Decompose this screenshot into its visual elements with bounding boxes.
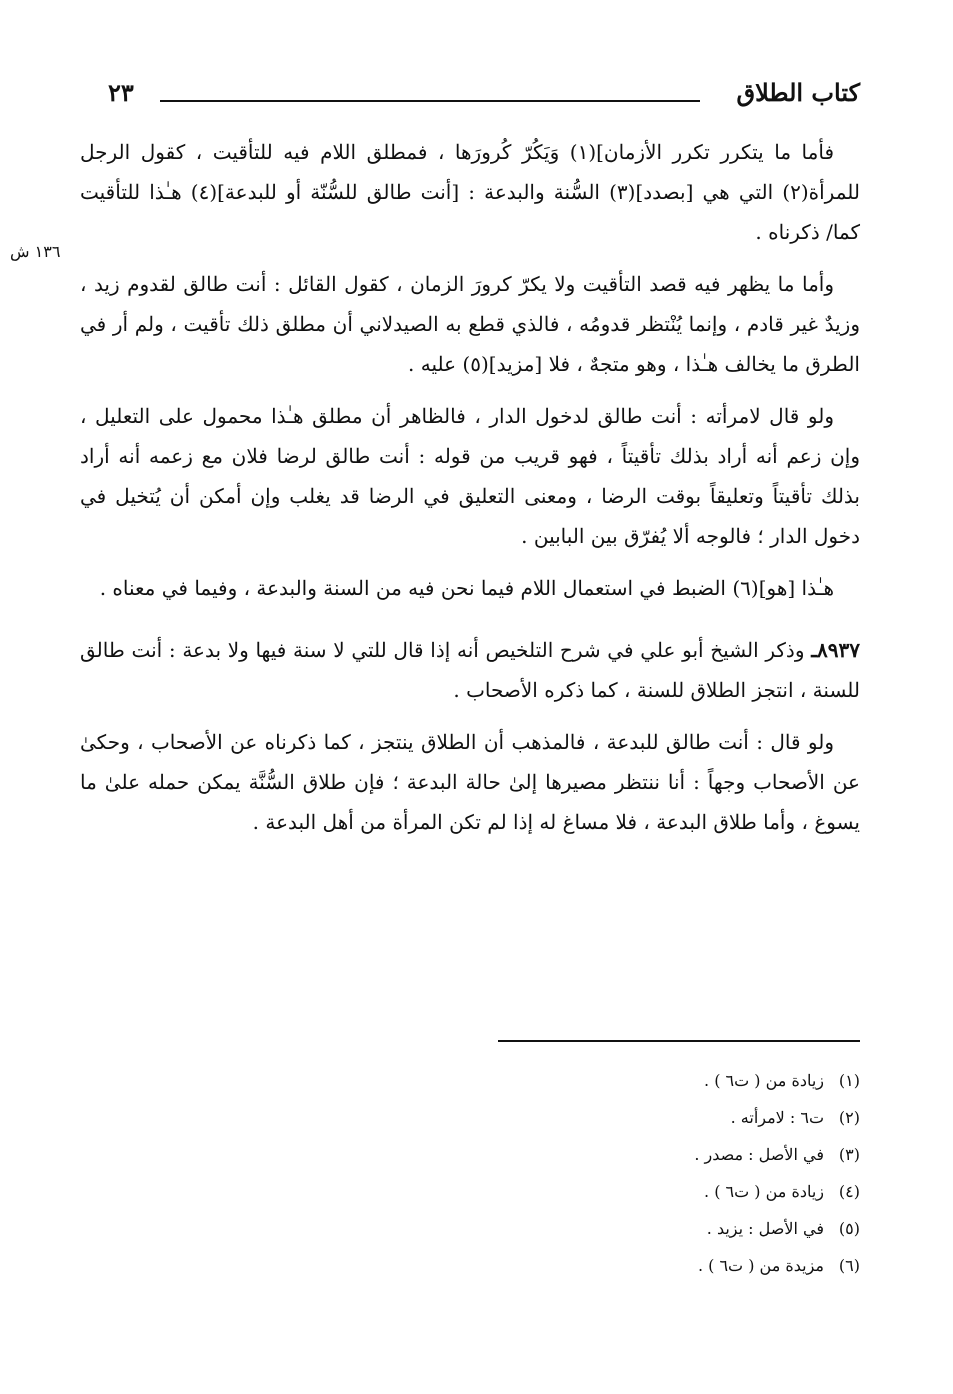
footnote-text: ت٦ : لامرأته . — [730, 1108, 824, 1127]
header-rule — [160, 100, 700, 102]
paragraph-5: ولو قال : أنت طالق للبدعة ، فالمذهب أن الطلاق ينتجز ، كما ذكرناه عن الأصحاب ، وحكىٰ عن الأصحاب وجهاً : أنا ننتظر مصيرها إلىٰ حالة البدعة ؛ فإن طلاق السُّنَّة يمكن حمله علىٰ ما يسوغ ، وأما طلاق البدعة ، فلا مساغ له إذا لم تكن المرأة من أهل البدعة . — [80, 730, 860, 834]
footnote-number: (٤) — [838, 1182, 860, 1201]
footnote-text: في الأصل : يزيد . — [706, 1219, 824, 1238]
footnote-text: زيادة من ( ت٦ ) . — [704, 1071, 824, 1090]
footnote-text: مزيدة من ( ت٦ ) . — [697, 1256, 824, 1275]
numbered-item — [80, 630, 860, 710]
footnote-item — [460, 1099, 860, 1136]
footnote-number: (٦) — [838, 1256, 860, 1275]
footnotes-list — [460, 1062, 860, 1284]
footnote-number: (٢) — [838, 1108, 860, 1127]
page-number: ٢٣ — [108, 78, 134, 107]
footnote-item — [460, 1173, 860, 1210]
margin-folio-note: ١٣٦ ش — [10, 242, 61, 261]
paragraph-4: هـٰذا [هو](٦) الضبط في استعمال اللام فيما نحن فيه من السنة والبدعة ، وفيما في معناه . — [99, 576, 834, 600]
paragraph-3: ولو قال لامرأته : أنت طالق لدخول الدار ، فالظاهر أن مطلق هـٰذا محمول على التعليل ، وإن زعم أنه أراد بذلك تأقيتاً ، فهو قريب من قوله : أنت طالق لرضا فلان مع زعمه أنه أراد بذلك تأقيتاً وتعليقاً بوقت الرضا ، ومعنى التعليق في الرضا قد يغلب وإن أمكن أن يُتخيل في دخول الدار ؛ فالوجه ألا يُفرّق بين البابين . — [80, 404, 860, 548]
footnote-item — [460, 1247, 860, 1284]
footnote-text: في الأصل : مصدر . — [694, 1145, 824, 1164]
footnote-text: زيادة من ( ت٦ ) . — [704, 1182, 824, 1201]
paragraph-2: وأما ما يظهر فيه قصد التأقيت ولا يكرّ كرورَ الزمان ، كقول القائل : أنت طالق لقدوم زيد ، وزيدٌ غير قادم ، وإنما يُنْتظر قدومُه ، فالذي قطع به الصيدلاني أن مطلق ذلك تأقيت ، ولم أر في الطرق ما يخالف هـٰذا ، وهو متجهٌ ، فلا [مزيد](٥) عليه . — [80, 272, 860, 376]
running-header — [108, 78, 860, 118]
footnote-item — [460, 1062, 860, 1099]
item-text: وذكر الشيخ أبو علي في شرح التلخيص أنه إذا قال للتي لا سنة فيها ولا بدعة : أنت طالق للسنة ، انتجز الطلاق للسنة ، كما ذكره الأصحاب . — [80, 638, 860, 702]
footnote-separator — [498, 1040, 860, 1042]
footnote-item — [460, 1210, 860, 1247]
footnote-item — [460, 1136, 860, 1173]
footnote-number: (٣) — [838, 1145, 860, 1164]
book-title: كتاب الطلاق — [736, 78, 860, 107]
main-text — [80, 132, 860, 854]
footnote-number: (٥) — [838, 1219, 860, 1238]
footnote-number: (١) — [838, 1071, 860, 1090]
item-number: ٨٩٣٧ـ — [811, 638, 861, 662]
paragraph-1: فأما ما يتكرر تكرر الأزمان](١) وَيَكُرّ كُرورَها ، فمطلق اللام فيه للتأقيت ، كقول الرجل للمرأة(٢) التي هي [بصدد](٣) السُّنة والبدعة : [أنت طالق للسُّنّة أو للبدعة](٤) هـٰذا للتأقيت كما/ ذكرناه . — [80, 140, 860, 244]
